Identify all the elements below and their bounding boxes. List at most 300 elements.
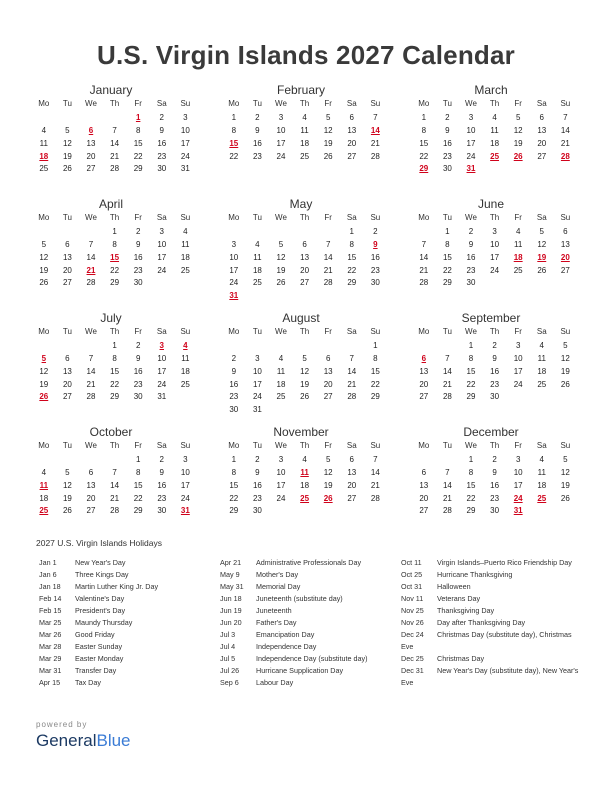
day: 30 — [490, 506, 500, 516]
day: 22 — [442, 265, 452, 275]
holiday-date: Apr 21 — [220, 558, 242, 567]
holiday-name: Administrative Professionals Day — [256, 558, 362, 567]
day: 11 — [181, 239, 190, 249]
day: 18 — [490, 138, 500, 148]
day: 22 — [110, 379, 120, 389]
day: 30 — [157, 506, 167, 516]
weekday-header: Fr — [134, 213, 142, 222]
weekday-header: Tu — [62, 327, 72, 336]
day: 10 — [252, 366, 262, 376]
day: 5 — [539, 226, 544, 236]
holiday-date: Jul 26 — [220, 666, 240, 675]
weekday-header: Fr — [134, 327, 142, 336]
day: 15 — [347, 252, 357, 262]
day: 30 — [133, 278, 143, 288]
day: 23 — [466, 265, 476, 275]
day: 13 — [62, 252, 72, 262]
day: 12 — [300, 366, 310, 376]
general-blue-logo: GeneralBlue — [36, 731, 131, 750]
weekday-header: Th — [109, 327, 120, 336]
holiday-item — [401, 593, 579, 605]
weekday-header: Fr — [514, 327, 522, 336]
weekday-header: We — [275, 213, 287, 222]
day: 23 — [229, 392, 239, 402]
day: 30 — [370, 278, 380, 288]
day: 22 — [466, 493, 476, 503]
holiday-item — [220, 617, 398, 629]
holiday-item — [401, 581, 579, 593]
day: 7 — [325, 239, 331, 249]
day: 23 — [442, 151, 452, 161]
day: 9 — [255, 125, 260, 135]
holiday-date: Oct 31 — [401, 582, 423, 591]
day: 2 — [445, 112, 450, 122]
weekday-header: Su — [560, 99, 571, 108]
empty-day — [79, 340, 103, 353]
day: 23 — [252, 151, 262, 161]
day: 29 — [110, 278, 120, 288]
day: 9 — [135, 353, 141, 363]
day: 31 — [180, 164, 190, 174]
day: 19 — [62, 493, 72, 503]
day: 1 — [468, 454, 474, 464]
day: 14 — [323, 252, 333, 262]
day: 15 — [466, 480, 476, 490]
weekday-header: Th — [299, 327, 310, 336]
holiday-item — [220, 641, 398, 653]
weekday-header: Tu — [252, 327, 262, 336]
month-days-grid — [32, 440, 190, 518]
month-days-grid — [32, 212, 190, 290]
holiday-item — [39, 629, 217, 641]
day: 11 — [514, 239, 523, 249]
day: 14 — [110, 480, 120, 490]
weekday-header: Sa — [536, 213, 547, 222]
weekday-header: Tu — [442, 327, 452, 336]
day: 16 — [466, 252, 476, 262]
day: 25 — [300, 151, 310, 161]
holiday-date: Jun 18 — [220, 594, 242, 603]
holiday-name: Christmas Day — [437, 654, 485, 663]
day: 7 — [421, 239, 427, 249]
weekday-header: Mo — [38, 99, 50, 108]
day: 23 — [490, 379, 500, 389]
day: 22 — [370, 379, 380, 389]
holiday-day: 1 — [135, 112, 141, 122]
day: 7 — [563, 112, 568, 122]
weekday-header: Sa — [346, 99, 357, 108]
empty-day — [222, 226, 246, 239]
holiday-item — [401, 653, 579, 665]
day: 10 — [276, 125, 286, 135]
day: 4 — [278, 353, 284, 363]
holiday-name: Juneteenth — [256, 606, 292, 615]
weekday-header: Sa — [346, 441, 357, 450]
empty-day — [269, 226, 293, 239]
holiday-name: Emancipation Day — [256, 630, 315, 639]
day: 19 — [560, 480, 570, 490]
holiday-item — [39, 677, 217, 689]
day: 22 — [419, 151, 429, 161]
day: 17 — [276, 480, 286, 490]
month-february — [222, 82, 380, 163]
holiday-date: Jan 6 — [39, 570, 57, 579]
day: 27 — [560, 265, 570, 275]
weekday-header: Su — [180, 441, 191, 450]
day: 20 — [347, 138, 357, 148]
day: 2 — [159, 454, 164, 464]
day: 12 — [537, 239, 547, 249]
month-name: October — [89, 425, 133, 439]
day: 8 — [112, 239, 117, 249]
weekday-header: We — [465, 213, 477, 222]
day: 22 — [347, 265, 357, 275]
day: 26 — [560, 493, 570, 503]
month-name: March — [474, 83, 508, 97]
holiday-date: Mar 28 — [39, 642, 62, 651]
day: 17 — [276, 138, 286, 148]
day: 1 — [445, 226, 450, 236]
weekday-header: Sa — [536, 441, 547, 450]
day: 13 — [560, 239, 570, 249]
empty-day — [103, 112, 127, 125]
day: 16 — [157, 480, 167, 490]
holiday-day: 29 — [419, 164, 429, 174]
day: 21 — [560, 138, 570, 148]
month-days-grid — [222, 98, 380, 163]
holiday-item — [220, 557, 398, 569]
holiday-day: 18 — [39, 151, 49, 161]
day: 21 — [323, 265, 333, 275]
day: 16 — [252, 138, 262, 148]
day: 20 — [62, 265, 72, 275]
weekday-header: Th — [299, 213, 310, 222]
empty-day — [436, 340, 460, 353]
weekday-header: Fr — [514, 213, 522, 222]
holiday-name: Day after Thanksgiving Day — [437, 618, 526, 627]
day: 3 — [231, 239, 237, 249]
day: 19 — [323, 480, 333, 490]
day: 26 — [537, 265, 547, 275]
month-name: June — [477, 197, 505, 211]
holiday-day: 19 — [537, 252, 547, 262]
empty-day — [246, 340, 270, 353]
holiday-day: 25 — [300, 493, 310, 503]
weekday-header: Sa — [536, 99, 547, 108]
day: 16 — [490, 366, 500, 376]
day: 29 — [133, 506, 143, 516]
day: 5 — [65, 125, 70, 135]
holiday-day: 26 — [39, 392, 49, 402]
brand-logo — [36, 720, 131, 751]
day: 3 — [278, 454, 284, 464]
day: 6 — [349, 112, 354, 122]
weekday-header: Mo — [228, 327, 240, 336]
empty-day — [32, 340, 56, 353]
day: 13 — [300, 252, 310, 262]
weekday-header: Sa — [156, 213, 167, 222]
day: 2 — [255, 112, 260, 122]
day: 7 — [88, 239, 94, 249]
weekday-header: Tu — [252, 441, 262, 450]
weekday-header: Fr — [324, 99, 332, 108]
day: 7 — [112, 467, 117, 477]
weekday-header: Mo — [418, 99, 430, 108]
holiday-name: Christmas Day (substitute day), Christmas Eve — [401, 630, 572, 651]
day: 21 — [110, 493, 120, 503]
day: 3 — [255, 353, 260, 363]
day: 12 — [560, 353, 570, 363]
weekday-header: Fr — [134, 99, 142, 108]
month-days-grid — [412, 212, 570, 290]
day: 14 — [86, 366, 96, 376]
day: 22 — [229, 493, 239, 503]
day: 16 — [133, 252, 143, 262]
day: 21 — [419, 265, 429, 275]
holiday-date: Oct 25 — [401, 570, 423, 579]
day: 4 — [41, 467, 47, 477]
day: 18 — [300, 138, 310, 148]
day: 10 — [466, 125, 476, 135]
month-name: September — [461, 311, 521, 325]
day: 21 — [110, 151, 120, 161]
holiday-day: 11 — [39, 480, 49, 490]
weekday-header: Th — [299, 99, 310, 108]
day: 24 — [252, 392, 262, 402]
day: 4 — [255, 239, 260, 249]
day: 1 — [373, 340, 378, 350]
day: 11 — [253, 252, 262, 262]
holiday-date: Dec 24 — [401, 630, 424, 639]
day: 21 — [370, 138, 380, 148]
holiday-name: Halloween — [437, 582, 471, 591]
holiday-item — [220, 605, 398, 617]
holiday-name: Tax Day — [75, 678, 101, 687]
day: 18 — [300, 480, 310, 490]
calendar-grid — [32, 82, 600, 522]
weekday-header: Mo — [418, 213, 430, 222]
day: 10 — [180, 467, 190, 477]
holiday-name: Father's Day — [256, 618, 297, 627]
holiday-item — [401, 557, 579, 569]
day: 24 — [180, 493, 190, 503]
day: 7 — [112, 125, 117, 135]
day: 27 — [419, 506, 429, 516]
day: 11 — [39, 138, 48, 148]
holiday-item — [39, 617, 217, 629]
day: 12 — [62, 480, 72, 490]
weekday-header: Su — [180, 213, 191, 222]
weekday-header: We — [85, 441, 97, 450]
holiday-date: Jun 20 — [220, 618, 242, 627]
day: 19 — [513, 138, 523, 148]
day: 27 — [419, 392, 429, 402]
day: 5 — [515, 112, 521, 122]
weekday-header: Fr — [514, 99, 522, 108]
day: 8 — [112, 353, 117, 363]
day: 4 — [302, 112, 307, 122]
day: 11 — [181, 353, 190, 363]
holiday-date: Sep 6 — [220, 678, 239, 687]
holiday-date: Nov 11 — [401, 594, 424, 603]
holiday-name: Martin Luther King Jr. Day — [75, 582, 159, 591]
day: 28 — [370, 151, 380, 161]
day: 21 — [442, 493, 452, 503]
holiday-day: 14 — [370, 125, 380, 135]
day: 8 — [468, 467, 474, 477]
weekday-header: Sa — [346, 327, 357, 336]
holiday-item — [220, 665, 398, 677]
day: 4 — [492, 112, 497, 122]
weekday-header: Tu — [62, 213, 72, 222]
day: 29 — [370, 392, 380, 402]
holiday-name: Veterans Day — [437, 594, 481, 603]
day: 28 — [86, 392, 96, 402]
day: 15 — [466, 366, 476, 376]
day: 31 — [252, 405, 262, 415]
empty-day — [79, 226, 103, 239]
day: 25 — [276, 392, 286, 402]
day: 14 — [86, 252, 96, 262]
day: 4 — [41, 125, 47, 135]
day: 28 — [370, 493, 380, 503]
month-days-grid — [412, 326, 570, 404]
holiday-date: Feb 15 — [39, 606, 62, 615]
weekday-header: Fr — [324, 327, 332, 336]
day: 9 — [492, 353, 497, 363]
day: 10 — [513, 353, 523, 363]
holiday-day: 31 — [229, 291, 239, 301]
day: 5 — [65, 467, 70, 477]
holiday-item — [220, 629, 398, 641]
day: 15 — [370, 366, 380, 376]
month-name: July — [100, 311, 122, 325]
day: 16 — [157, 138, 167, 148]
day: 20 — [300, 265, 310, 275]
day: 18 — [252, 265, 262, 275]
day: 8 — [231, 467, 237, 477]
day: 30 — [442, 164, 452, 174]
weekday-header: Su — [370, 213, 381, 222]
day: 29 — [442, 278, 452, 288]
day: 6 — [65, 239, 70, 249]
empty-day — [412, 454, 436, 467]
holiday-day: 28 — [560, 151, 570, 161]
day: 7 — [349, 353, 354, 363]
holiday-name: Hurricane Supplication Day — [256, 666, 344, 675]
day: 14 — [110, 138, 120, 148]
day: 1 — [112, 226, 117, 236]
day: 20 — [62, 379, 72, 389]
holiday-name: President's Day — [75, 606, 126, 615]
holiday-name: Virgin Islands–Puerto Rico Friendship Day — [437, 558, 572, 567]
day: 15 — [110, 366, 120, 376]
month-name: January — [89, 83, 133, 97]
holiday-item — [39, 557, 217, 569]
weekday-header: Tu — [62, 99, 72, 108]
weekday-header: Sa — [156, 327, 167, 336]
day: 10 — [513, 467, 523, 477]
holiday-item — [220, 653, 398, 665]
holiday-date: Jan 18 — [39, 582, 61, 591]
holiday-date: Dec 25 — [401, 654, 424, 663]
holiday-date: Dec 31 — [401, 666, 424, 675]
day: 17 — [180, 138, 190, 148]
weekday-header: Tu — [442, 99, 452, 108]
weekday-header: Tu — [252, 99, 262, 108]
weekday-header: Th — [299, 441, 310, 450]
day: 29 — [466, 392, 476, 402]
holiday-name: Easter Sunday — [75, 642, 123, 651]
holiday-date: Jul 3 — [220, 630, 236, 639]
day: 24 — [466, 151, 476, 161]
day: 5 — [325, 112, 331, 122]
weekday-header: We — [275, 99, 287, 108]
empty-day — [412, 340, 436, 353]
day: 6 — [65, 353, 70, 363]
holiday-item — [401, 605, 579, 617]
day: 24 — [513, 379, 523, 389]
day: 12 — [39, 366, 49, 376]
day: 7 — [373, 112, 378, 122]
day: 15 — [229, 480, 239, 490]
day: 21 — [347, 379, 357, 389]
day: 6 — [302, 239, 307, 249]
day: 11 — [490, 125, 499, 135]
month-may — [222, 196, 380, 303]
month-october — [32, 424, 190, 518]
day: 1 — [231, 454, 237, 464]
day: 31 — [157, 392, 167, 402]
month-days-grid — [32, 326, 190, 404]
day: 17 — [157, 252, 167, 262]
day: 4 — [539, 454, 544, 464]
day: 25 — [513, 265, 523, 275]
day: 28 — [442, 392, 452, 402]
day: 22 — [133, 151, 143, 161]
day: 24 — [276, 151, 286, 161]
weekday-header: Tu — [442, 213, 452, 222]
holiday-date: May 9 — [220, 570, 240, 579]
holiday-list-column — [401, 557, 579, 689]
day: 26 — [62, 164, 72, 174]
weekday-header: We — [275, 441, 287, 450]
weekday-header: Su — [370, 441, 381, 450]
weekday-header: Sa — [536, 327, 547, 336]
day: 24 — [180, 151, 190, 161]
day: 23 — [490, 493, 500, 503]
holiday-day: 18 — [513, 252, 523, 262]
day: 27 — [347, 151, 357, 161]
weekday-header: Th — [109, 213, 120, 222]
holiday-day: 31 — [466, 164, 476, 174]
holiday-name: Labour Day — [256, 678, 294, 687]
weekday-header: Th — [489, 99, 500, 108]
holiday-item — [220, 593, 398, 605]
day: 13 — [347, 467, 357, 477]
empty-day — [56, 454, 80, 467]
day: 3 — [159, 226, 164, 236]
day: 3 — [183, 454, 188, 464]
day: 12 — [39, 252, 49, 262]
holiday-item — [39, 653, 217, 665]
day: 21 — [442, 379, 452, 389]
holiday-item — [39, 641, 217, 653]
month-november — [222, 424, 380, 518]
day: 19 — [39, 265, 49, 275]
weekday-header: Th — [109, 99, 120, 108]
day: 28 — [86, 278, 96, 288]
